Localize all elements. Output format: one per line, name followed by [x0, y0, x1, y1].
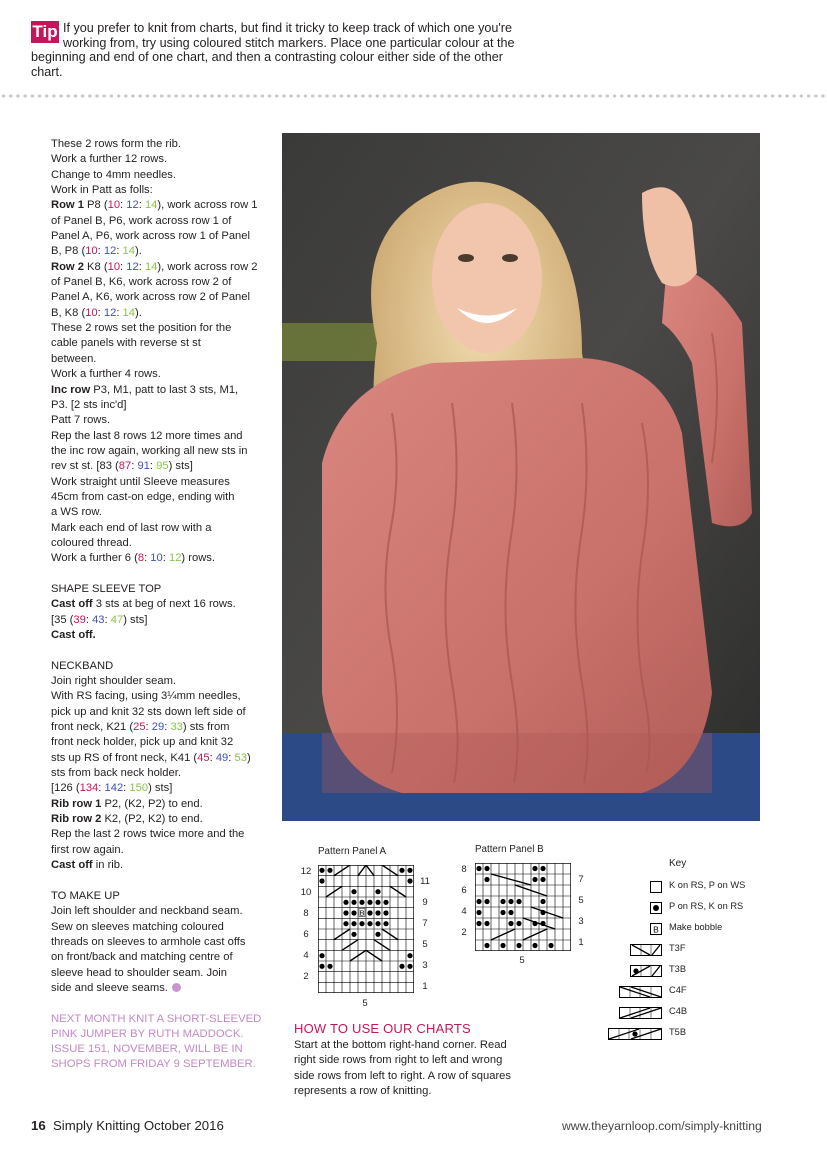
model-photo [282, 133, 760, 821]
t3f-cable-icon [630, 943, 662, 961]
tip-badge: Tip [32, 22, 58, 41]
dotted-divider [0, 93, 827, 99]
footer-url[interactable]: www.theyarnloop.com/simply-knitting [562, 1119, 762, 1133]
t3b-cable-icon [630, 964, 662, 982]
key-label-c4b: C4B [669, 1006, 688, 1016]
panel-b-title: Pattern Panel B [475, 844, 544, 855]
magazine-issue: Simply Knitting October 2016 [53, 1118, 224, 1133]
pattern-panel-b-chart [475, 863, 571, 956]
section-heading-shape-sleeve: SHAPE SLEEVE TOP [51, 582, 162, 595]
panel-a-bottom-label: 5 [362, 998, 368, 1009]
knit-stitch-icon [650, 880, 662, 898]
key-label-t3f: T3F [669, 943, 686, 953]
c4b-cable-icon [619, 1006, 662, 1024]
svg-text:B: B [653, 924, 659, 935]
key-title: Key [669, 858, 687, 869]
section-heading-make-up: TO MAKE UP [51, 889, 120, 902]
purl-stitch-icon [650, 901, 662, 919]
howto-text: Start at the bottom right-hand corner. Read right side rows from right to left and wrong side rows from left to right. A row of squares represents a row of knitting. [294, 1039, 512, 1098]
howto-title: HOW TO USE OUR CHARTS [294, 1021, 471, 1036]
bobble-icon [650, 922, 662, 940]
t5b-cable-icon [608, 1027, 662, 1045]
key-label-knit: K on RS, P on WS [669, 880, 746, 890]
section-heading-neckband: NECKBAND [51, 659, 114, 672]
panel-b-bottom-label: 5 [519, 955, 525, 966]
key-label-purl: P on RS, K on RS [669, 901, 744, 911]
tip-text: If you prefer to knit from charts, but find it tricky to keep track of which one you're working from, try using coloured stitch markers. Place one particular colour at the beginning and end of one chart, and then a contrasting colour either side of the other chart. [31, 21, 515, 79]
footer-page-info [31, 1118, 224, 1133]
page-number: 16 [31, 1118, 46, 1133]
pattern-instructions: These 2 rows form the rib. Work a further 12 rows. Change to 4mm needles. Work in Patt as folls: Row 1 P8 (10: 12: 14), work across row 1 of Panel B, P6, work across row 1 of Panel A, P6, work across row 1 of Panel B, P8 (10: 12: 14). Row 2 K8 (10: 12: 14), work across row 2 of Panel B, K6, work across row 2 of Panel A, K6, work across row 2 of Panel B, K8 (10: 12: 14). These 2 rows set the position for the cable panels with reverse st st between. Work a further 4 rows. Inc row P3, M1, patt to last 3 sts, M1, P3. [2 sts inc'd] Patt 7 rows. Rep the last 8 rows 12 more times and the inc row again, working all new sts in rev st st. [83 (87: 91: 95) sts] Work straight until Sleeve measures 45cm from cast-on edge, ending with a WS row. Mark each end of last row with a coloured thread. Work a further 6 (8: 10: 12) rows. SHAPE SLEEVE TOP Cast off 3 sts at beg of next 16 rows. [35 (39: 43: 47) sts] Cast off. NECKBAND Join right shoulder seam. With RS facing, using 3¼mm needles, pick up and knit 32 sts down left side of front neck, K21 (25: 29: 33) sts from front neck holder, pick up and knit 32 sts up RS of front neck, K41 (45: 49: 53) sts from back neck holder. [126 (134: 142: 150) sts] Rib row 1 P2, (K2, P2) to end. Rib row 2 K2, (P2, K2) to end. Rep the last 2 rows twice more and the first row again. Cast off in rib. TO MAKE UP Join left shoulder and neckband seam. Sew on sleeves matching coloured threads on sleeves to armhole cast offs on front/back and matching centre of sleeve head to shoulder seam. Join side and sleeve seams. NEXT MONTH KNIT A SHORT-SLEEVED PINK JUMPER BY RUTH MADDOCK. ISSUE 151, NOVEMBER, WILL BE IN SHOPS FROM FRIDAY 9 SEPTEMBER. [51, 137, 273, 1073]
panel-a-title: Pattern Panel A [318, 846, 387, 857]
key-label-c4f: C4F [669, 985, 687, 995]
key-label-bobble: Make bobble [669, 922, 723, 932]
next-month-teaser: NEXT MONTH KNIT A SHORT-SLEEVED PINK JUMPER BY RUTH MADDOCK. ISSUE 151, NOVEMBER, WILL BE IN SHOPS FROM FRIDAY 9 SEPTEMBER. [51, 1012, 262, 1071]
key-label-t5b: T5B [669, 1027, 687, 1037]
key-label-t3b: T3B [669, 964, 687, 974]
yarn-ball-icon [172, 983, 181, 992]
pattern-panel-a-chart [318, 865, 414, 998]
c4f-cable-icon [619, 985, 662, 1003]
svg-text:B: B [359, 908, 365, 918]
